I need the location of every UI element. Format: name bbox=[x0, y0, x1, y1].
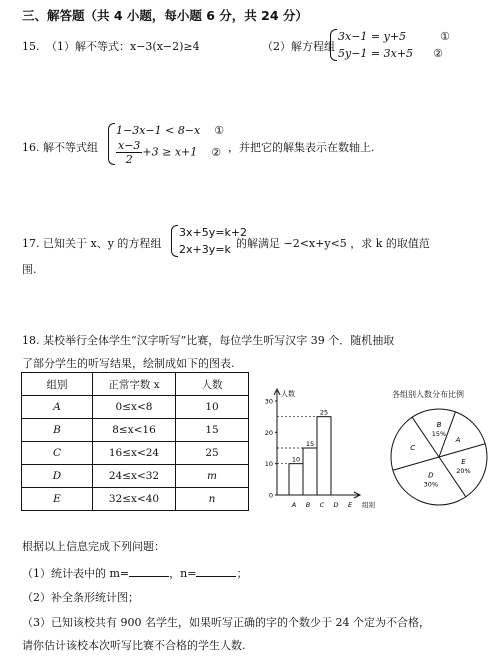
y-axis-label: 人数 bbox=[281, 390, 295, 398]
q16-ineq1-tag: ① bbox=[214, 124, 225, 137]
x-tick-label: B bbox=[305, 501, 311, 509]
table-header: 人数 bbox=[176, 373, 249, 396]
q17-line2: 围. bbox=[22, 263, 37, 276]
q16-suffix: ，并把它的解集表示在数轴上. bbox=[228, 141, 375, 154]
answer-blank-n[interactable] bbox=[196, 566, 236, 577]
table-cell: 24≤x<32 bbox=[93, 465, 176, 488]
q16-prefix: 16. 解不等式组 bbox=[22, 141, 98, 154]
table-header-row bbox=[22, 373, 249, 396]
q15-system bbox=[330, 28, 450, 62]
q16-fraction bbox=[116, 139, 142, 166]
pie-slice-label: E bbox=[461, 457, 466, 466]
table-cell: 16≤x<24 bbox=[93, 442, 176, 465]
q17-eq2: 2x+3y=k bbox=[179, 243, 231, 257]
bar-data-label: 10 bbox=[291, 455, 301, 464]
bar bbox=[303, 448, 317, 495]
table-row bbox=[22, 396, 249, 419]
y-tick-label: 20 bbox=[264, 428, 273, 437]
q16-ineq2-tag: ② bbox=[211, 145, 222, 159]
pie-chart bbox=[384, 402, 494, 512]
q16-frac-num: x−3 bbox=[118, 139, 141, 153]
table-row bbox=[22, 419, 249, 442]
pie-slice-percent: 15% bbox=[431, 430, 447, 438]
table-row bbox=[22, 488, 249, 511]
x-tick-label: C bbox=[319, 501, 325, 509]
q15-part2-label: （2）解方程组 bbox=[262, 40, 335, 53]
bar bbox=[317, 417, 331, 495]
table-row bbox=[22, 465, 249, 488]
q16-brace bbox=[108, 122, 224, 166]
q16-frac-den: 2 bbox=[125, 153, 133, 167]
y-tick-label: 10 bbox=[264, 460, 273, 469]
q18-sub1-c: ； bbox=[236, 567, 248, 580]
y-tick-label: 0 bbox=[268, 491, 273, 500]
q15-eq2: 5y−1 = 3x+5 bbox=[338, 47, 414, 61]
q18-sub1 bbox=[22, 566, 247, 581]
table-cell: 8≤x<16 bbox=[93, 419, 176, 442]
q18-line1: 18. 某校举行全体学生“汉字听写”比赛，每位学生听写汉字 39 个．随机抽取 bbox=[22, 334, 395, 347]
q18-after-text: 根据以上信息完成下列问题： bbox=[22, 540, 165, 553]
q18-sub2: （2）补全条形统计图； bbox=[22, 591, 139, 604]
q18-sub1-a: （1）统计表中的 m= bbox=[22, 567, 130, 580]
pie-slice-label: A bbox=[455, 435, 461, 444]
x-tick-label: E bbox=[347, 501, 353, 509]
q16-ineq2-rest: +3 ≥ x+1 bbox=[142, 145, 198, 159]
q17-prefix: 17. 已知关于 x、y 的方程组 bbox=[22, 237, 162, 250]
x-tick-label: D bbox=[333, 501, 339, 509]
pie-slice-percent: 30% bbox=[423, 480, 439, 489]
q18-sub3-line1: （3）已知该校共有 900 名学生，如果听写正确的字的个数少于 24 个定为不合格， bbox=[22, 616, 430, 629]
statistics-table bbox=[21, 372, 249, 511]
table-cell: 25 bbox=[176, 442, 249, 465]
pie-slice-label: C bbox=[410, 443, 416, 452]
table-cell: m bbox=[176, 465, 249, 488]
pie-slice-label: B bbox=[436, 421, 442, 429]
bar bbox=[289, 464, 303, 495]
q15-eq1: 3x−1 = y+5 bbox=[338, 30, 407, 43]
x-axis-label: 组别 bbox=[362, 501, 375, 509]
bar-chart bbox=[255, 385, 385, 510]
q15-part1: （1）解不等式：x−3(x−2)≥4 bbox=[46, 40, 200, 53]
table-cell: 0≤x<8 bbox=[93, 396, 176, 419]
q15-brace bbox=[330, 28, 450, 62]
bar-layer bbox=[265, 389, 376, 509]
q17-suffix: 的解满足 −2<x+y<5 ，求 k 的取值范 bbox=[236, 237, 430, 250]
q18-sub1-b: ，n= bbox=[169, 567, 197, 580]
table-cell: 15 bbox=[176, 419, 249, 442]
bar-data-label: 15 bbox=[305, 440, 315, 448]
table-cell: C bbox=[22, 442, 93, 465]
section-title: 三、解答题（共 4 小题，每小题 6 分，共 24 分） bbox=[22, 8, 308, 23]
table-cell: A bbox=[22, 396, 93, 419]
q15-number: 15. bbox=[22, 40, 40, 53]
table-cell: 10 bbox=[176, 396, 249, 419]
q18-sub3-line2: 请你估计该校本次听写比赛不合格的学生人数. bbox=[22, 639, 246, 652]
pie-slice-label: D bbox=[428, 471, 434, 480]
q18-line2: 了部分学生的听写结果，绘制成如下的图表. bbox=[22, 357, 235, 370]
table-header: 组别 bbox=[22, 373, 93, 396]
pie-slice-percent: 20% bbox=[456, 466, 471, 475]
bar-data-label: 25 bbox=[319, 408, 329, 417]
q15-eq1-tag: ① bbox=[440, 30, 450, 43]
table-row bbox=[22, 442, 249, 465]
table-cell: 32≤x<40 bbox=[93, 488, 176, 511]
q16-system bbox=[108, 122, 224, 166]
table-cell: D bbox=[22, 465, 93, 488]
x-tick-label: A bbox=[291, 501, 297, 509]
table-header: 正常字数 x bbox=[93, 373, 176, 396]
q15-eq2-tag: ② bbox=[433, 47, 443, 61]
table-cell: B bbox=[22, 419, 93, 442]
table-cell: E bbox=[22, 488, 93, 511]
q16-ineq1: 1−3x−1 < 8−x bbox=[116, 124, 201, 137]
answer-blank-m[interactable] bbox=[129, 566, 169, 577]
q17-eq1: 3x+5y=k+2 bbox=[179, 226, 248, 239]
pie-layer bbox=[391, 409, 487, 505]
pie-chart-title: 各组别人数分布比例 bbox=[392, 390, 464, 399]
table-cell: n bbox=[176, 488, 249, 511]
y-tick-label: 30 bbox=[264, 397, 273, 406]
